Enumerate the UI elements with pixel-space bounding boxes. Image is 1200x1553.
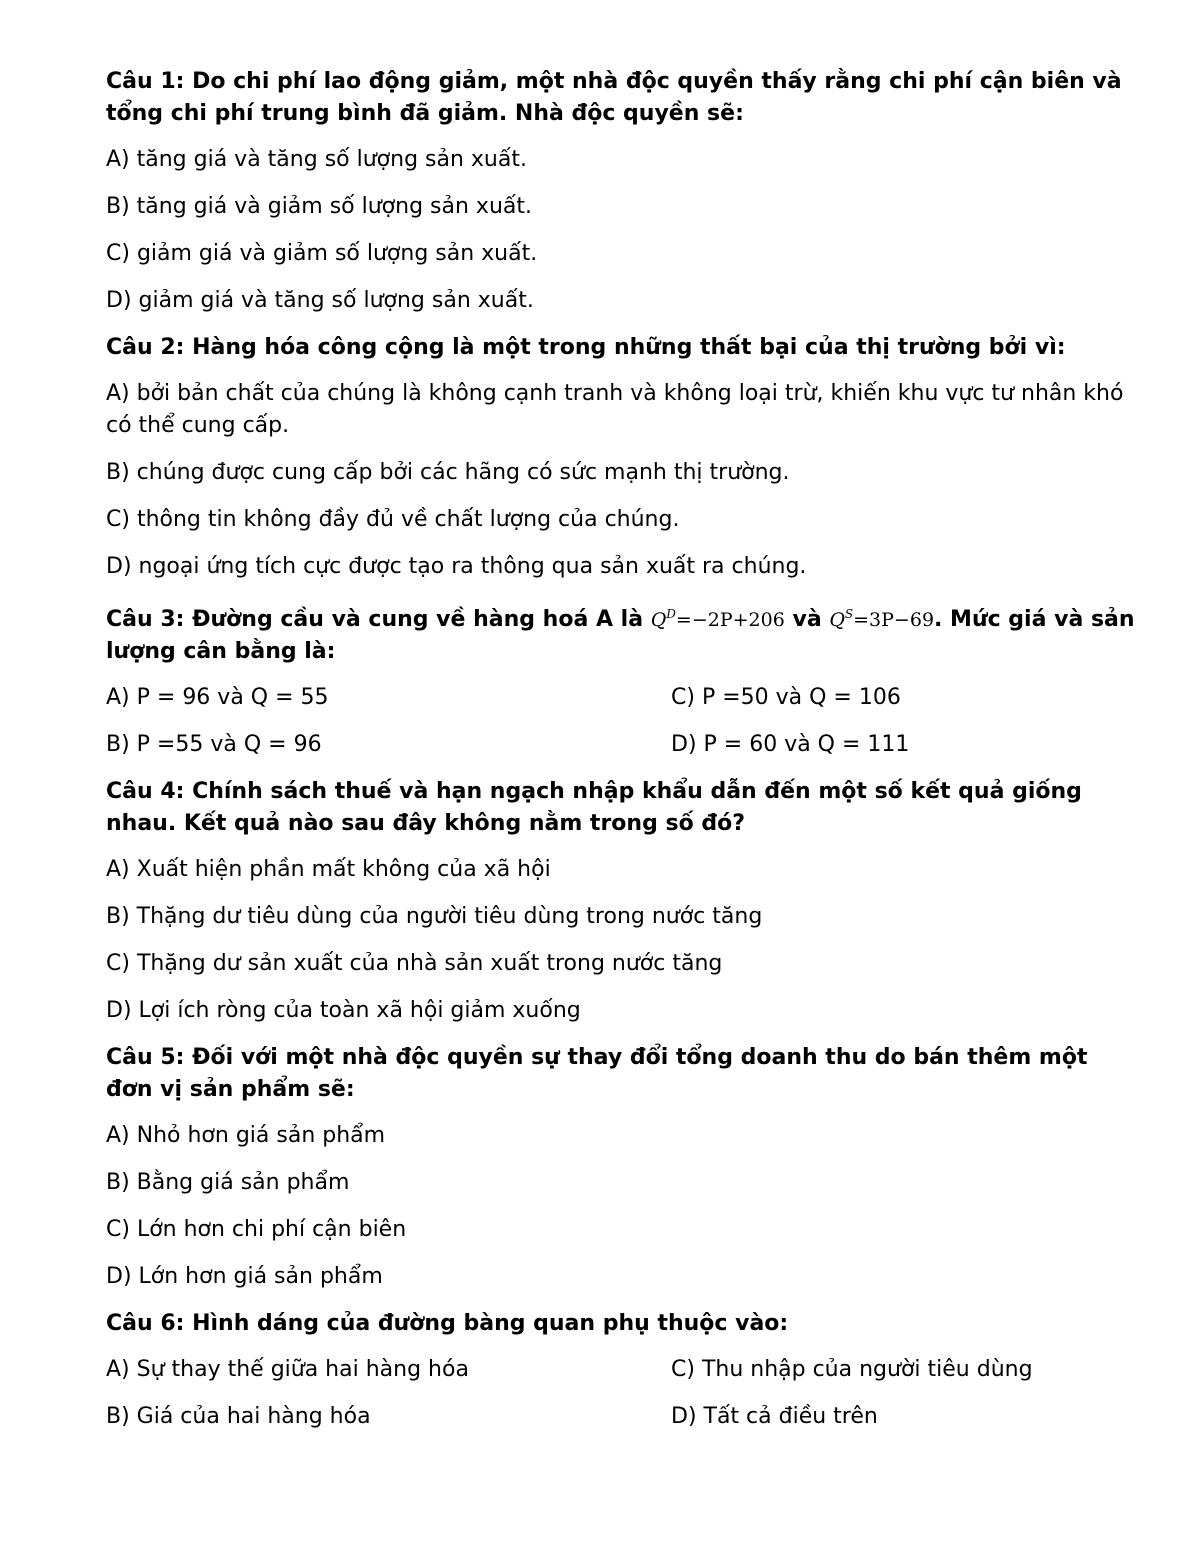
question-1-option-c: C) giảm giá và giảm số lượng sản xuất. <box>106 241 538 266</box>
question-1-stem: Câu 1: Do chi phí lao động giảm, một nhà độc quyền thấy rằng chi phí cận biên và tổng chi phí trung bình đã giảm. Nhà độc quyền sẽ: <box>106 69 1122 126</box>
question-2-option-d: D) ngoại ứng tích cực được tạo ra thông qua sản xuất ra chúng. <box>106 554 807 579</box>
question-3-option-c: C) P =50 và Q = 106 <box>671 685 901 710</box>
question-5-stem: Câu 5: Đối với một nhà độc quyền sự thay đổi tổng doanh thu do bán thêm một đơn vị sản phẩm sẽ: <box>106 1045 1088 1102</box>
question-3-option-d: D) P = 60 và Q = 111 <box>671 732 910 757</box>
question-4-option-c: C) Thặng dư sản xuất của nhà sản xuất trong nước tăng <box>106 951 723 976</box>
question-4-option-b: B) Thặng dư tiêu dùng của người tiêu dùng trong nước tăng <box>106 904 763 929</box>
question-4-option-d: D) Lợi ích ròng của toàn xã hội giảm xuống <box>106 998 581 1023</box>
question-5-option-b: B) Bằng giá sản phẩm <box>106 1170 350 1195</box>
question-3-option-a: A) P = 96 và Q = 55 <box>106 685 329 710</box>
question-1-option-d: D) giảm giá và tăng số lượng sản xuất. <box>106 288 534 313</box>
question-6-option-c: C) Thu nhập của người tiêu dùng <box>671 1357 1033 1382</box>
question-3-prefix: Câu 3: Đường cầu và cung về hàng hoá A là <box>106 607 651 632</box>
demand-equation: $Q^D=-2P+206$ <box>650 607 785 631</box>
question-6-option-d: D) Tất cả điều trên <box>671 1404 878 1429</box>
question-5-option-c: C) Lớn hơn chi phí cận biên <box>106 1217 407 1242</box>
question-6-stem: Câu 6: Hình dáng của đường bàng quan phụ thuộc vào: <box>106 1311 789 1336</box>
document-page <box>106 66 1136 1448</box>
question-2-option-c: C) thông tin không đầy đủ về chất lượng của chúng. <box>106 507 680 532</box>
question-6-options <box>106 1354 1136 1433</box>
question-3-option-b: B) P =55 và Q = 96 <box>106 732 322 757</box>
question-2-option-a: A) bởi bản chất của chúng là không cạnh tranh và không loại trừ, khiến khu vực tư nhân khó có thể cung cấp. <box>106 381 1124 438</box>
question-5-option-d: D) Lớn hơn giá sản phẩm <box>106 1264 383 1289</box>
question-6-option-b: B) Giá của hai hàng hóa <box>106 1404 371 1429</box>
question-3-stem <box>106 598 1136 668</box>
question-3-suffix: . Mức giá và sản lượng cân bằng là: <box>106 607 1135 664</box>
question-5-option-a: A) Nhỏ hơn giá sản phẩm <box>106 1123 386 1148</box>
question-4-stem: Câu 4: Chính sách thuế và hạn ngạch nhập khẩu dẫn đến một số kết quả giống nhau. Kết quả nào sau đây không nằm trong số đó? <box>106 779 1082 836</box>
question-1-option-b: B) tăng giá và giảm số lượng sản xuất. <box>106 194 532 219</box>
question-4-option-a: A) Xuất hiện phần mất không của xã hội <box>106 857 551 882</box>
question-6-option-a: A) Sự thay thế giữa hai hàng hóa <box>106 1357 469 1382</box>
question-2-stem: Câu 2: Hàng hóa công cộng là một trong những thất bại của thị trường bởi vì: <box>106 335 1066 360</box>
question-3-middle: và <box>784 607 830 632</box>
question-2-option-b: B) chúng được cung cấp bởi các hãng có sức mạnh thị trường. <box>106 460 790 485</box>
supply-equation: $Q^S=3P-69$ <box>829 607 935 631</box>
question-3-options <box>106 682 1136 761</box>
question-1-option-a: A) tăng giá và tăng số lượng sản xuất. <box>106 147 527 172</box>
